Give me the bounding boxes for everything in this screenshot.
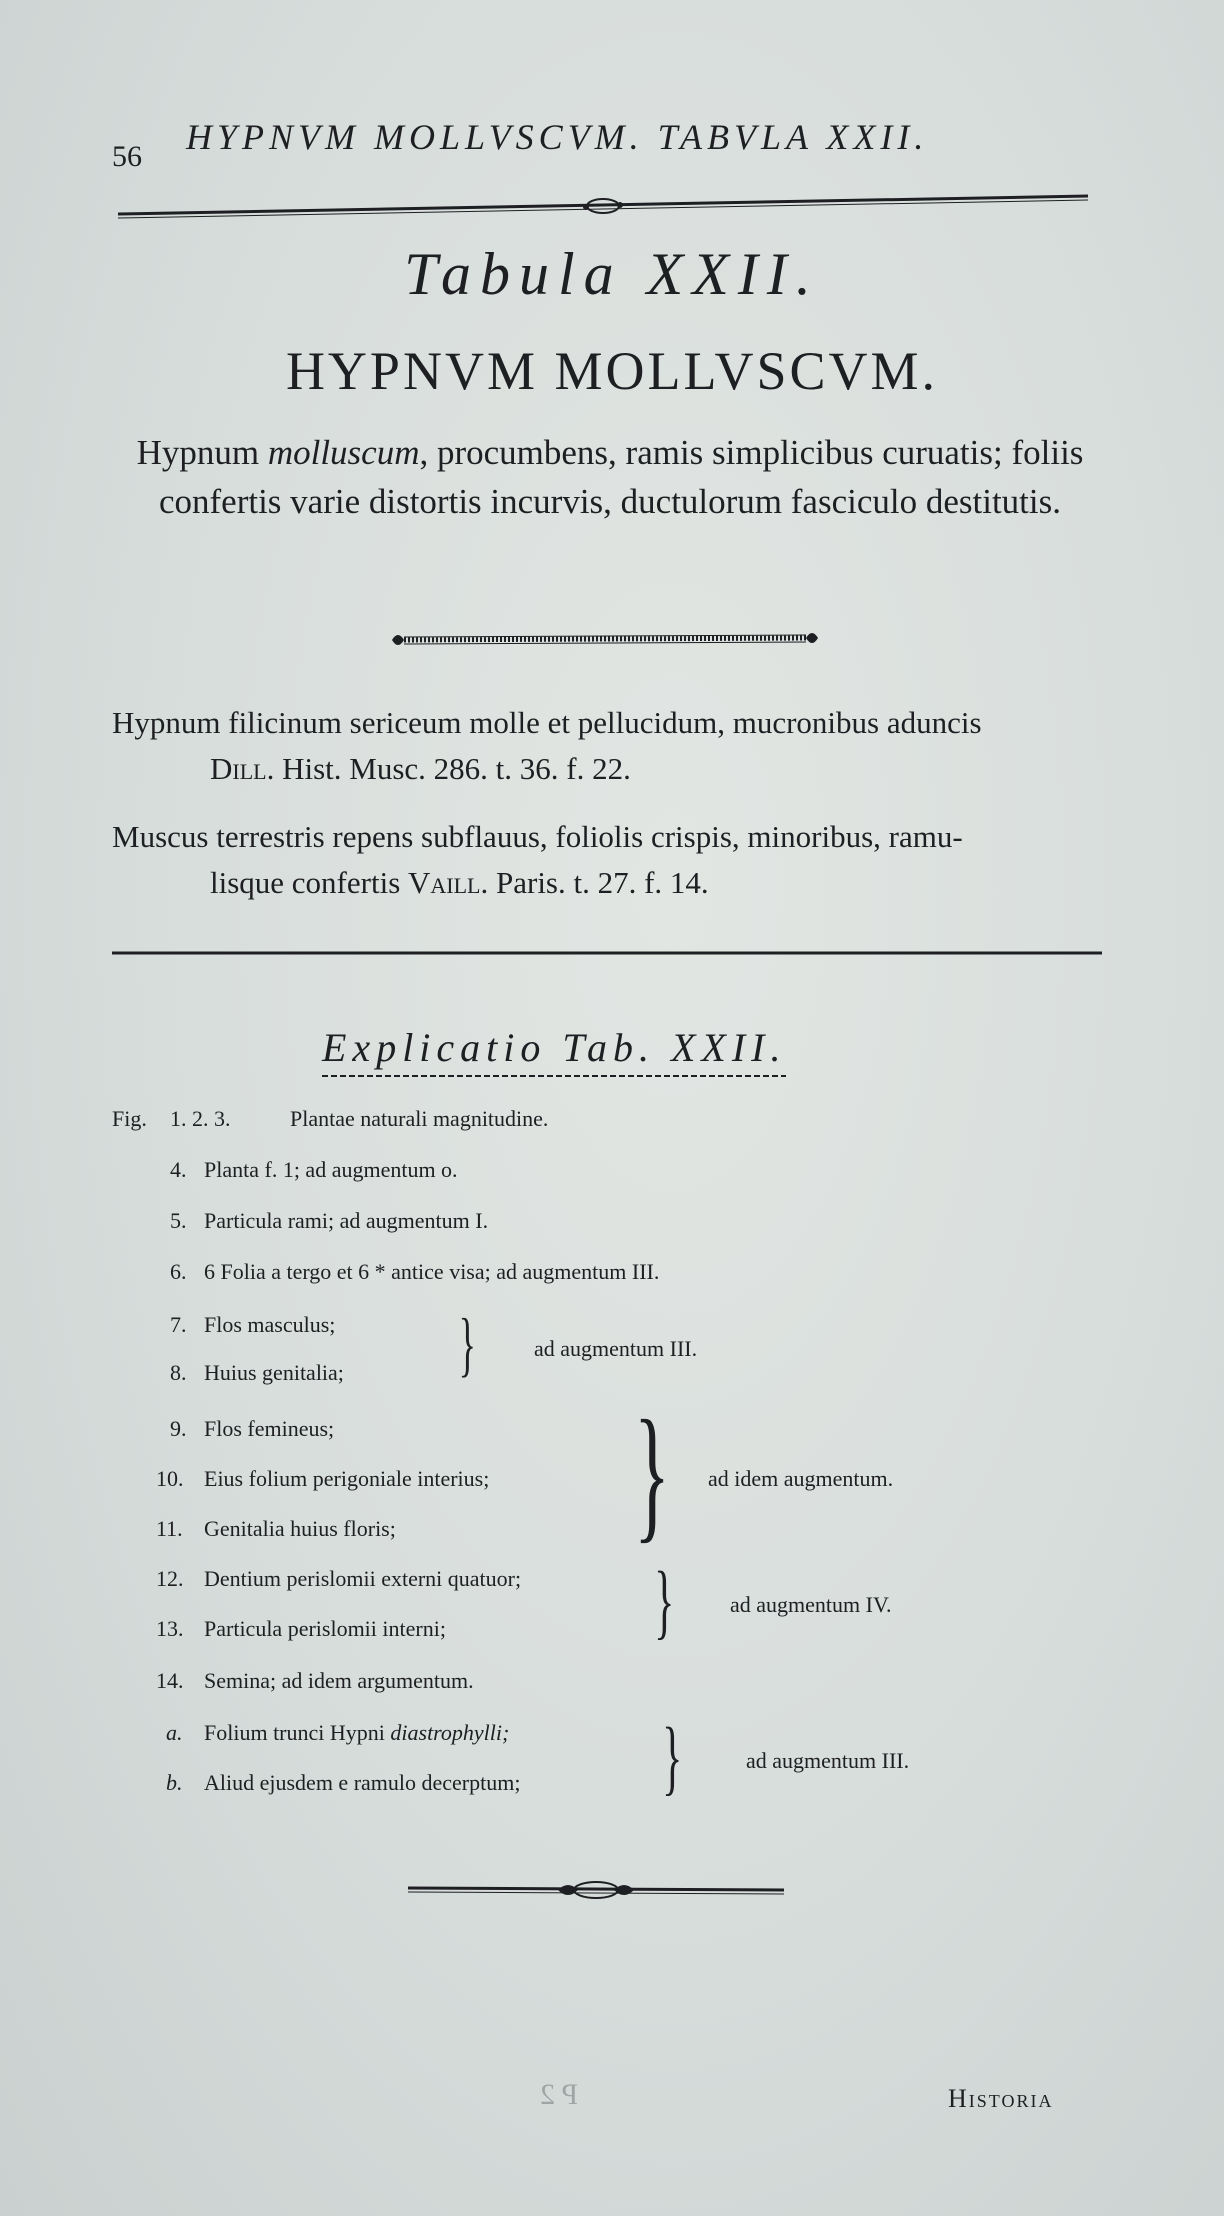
diagnosis-genus: Hypnum <box>136 433 260 472</box>
synonym-reference: Hist. Musc. 286. t. 36. f. 22. <box>282 751 631 786</box>
header-rule-ornament <box>118 184 1088 220</box>
synonym-text: Muscus terrestris repens subflauus, foliolis crispis, minoribus, ramu- <box>112 819 963 854</box>
fig-item-number: 9. <box>170 1416 187 1441</box>
fig-item-number: 4. <box>170 1157 187 1182</box>
synonym-author: Dill. <box>210 751 275 786</box>
fig-item-number: 10. <box>156 1466 184 1491</box>
fig-item-text: 6 Folia a tergo et 6 * antice visa; ad augmentum III. <box>204 1259 660 1284</box>
fig-item-text: Aliud ejusdem e ramulo decerptum; <box>204 1770 521 1795</box>
fig-item-letter: a. <box>166 1720 183 1745</box>
tabula-heading: Tabula XXII. <box>404 241 820 307</box>
diagnosis-text: , procumbens, ramis simplicibus curuatis; foliis confertis varie distortis incurvis, ductulorum fasciculo destitutis. <box>158 433 1084 521</box>
fig-item-text: Flos femineus; <box>204 1416 335 1441</box>
fig-item-text: Particula perislomii interni; <box>204 1616 446 1641</box>
fig-item-text-pre: Folium trunci Hypni <box>204 1720 391 1745</box>
fig-item-number: 11. <box>156 1516 183 1541</box>
synonym-dillenius <box>112 700 1112 792</box>
fig-item-number: 7. <box>170 1312 187 1337</box>
fig-item-text-italic: diastrophylli; <box>390 1720 510 1745</box>
group-label: ad idem augmentum. <box>708 1466 894 1491</box>
explicatio-title: Explicatio Tab. XXII. <box>322 1025 787 1070</box>
fig-item-text: Huius genitalia; <box>204 1360 344 1385</box>
fig-item-text: Planta f. 1; ad augmentum o. <box>204 1157 458 1182</box>
synonym-reference: Paris. t. 27. f. 14. <box>496 865 709 900</box>
page-number: 56 <box>112 140 142 173</box>
group-label: ad augmentum III. <box>746 1748 910 1773</box>
synonym-text-cont: lisque confertis <box>210 865 401 900</box>
group-brace: } <box>662 1711 683 1804</box>
signature-mark: P 2 <box>540 2078 579 2111</box>
group-label: ad augmentum IV. <box>730 1592 892 1617</box>
fig-item-number: 8. <box>170 1360 187 1385</box>
fig-item-text: Plantae naturali magnitudine. <box>290 1106 549 1131</box>
catchword: Historia <box>948 2084 1054 2113</box>
fig-item-number: 14. <box>156 1668 184 1693</box>
fig-item-text: Semina; ad idem argumentum. <box>204 1668 474 1693</box>
fig-item-number: 13. <box>156 1616 184 1641</box>
species-diagnosis <box>110 428 1110 526</box>
synonym-vaillant <box>112 814 1112 906</box>
fig-item-text: Dentium perislomii externi quatuor; <box>204 1566 522 1591</box>
group-brace: } <box>458 1304 476 1384</box>
synonym-author: Vaill. <box>408 865 489 900</box>
section-rule <box>112 950 1102 956</box>
group-brace: } <box>634 1390 670 1556</box>
fig-item-number: 12. <box>156 1566 184 1591</box>
synonym-text: Hypnum filicinum sericeum molle et pellucidum, mucronibus aduncis <box>112 705 982 740</box>
fig-item-text: Genitalia huius floris; <box>204 1516 396 1541</box>
footer-ornament <box>408 1874 784 1904</box>
species-title: HYPNVM MOLLVSCVM. <box>285 341 939 401</box>
fig-item-text: Particula rami; ad augmentum I. <box>204 1208 489 1233</box>
fig-item-letter: b. <box>166 1770 183 1795</box>
group-label: ad augmentum III. <box>534 1336 698 1361</box>
running-head-title: HYPNVM MOLLVSCVM. TABVLA XXII. <box>186 117 929 157</box>
fig-item-text: Flos masculus; <box>204 1312 336 1337</box>
group-brace: } <box>654 1555 675 1648</box>
divider-ornament <box>390 626 820 654</box>
fig-item-text <box>204 1720 509 1746</box>
fig-item-number: 5. <box>170 1208 187 1233</box>
fig-item-number: 6. <box>170 1259 187 1284</box>
fig-label: Fig. <box>112 1106 147 1131</box>
fig-item-text: Eius folium perigoniale interius; <box>204 1466 490 1491</box>
fig-item-number: 1. 2. 3. <box>170 1106 231 1131</box>
diagnosis-epithet: molluscum <box>267 433 420 472</box>
explicatio-underline <box>322 1074 786 1078</box>
